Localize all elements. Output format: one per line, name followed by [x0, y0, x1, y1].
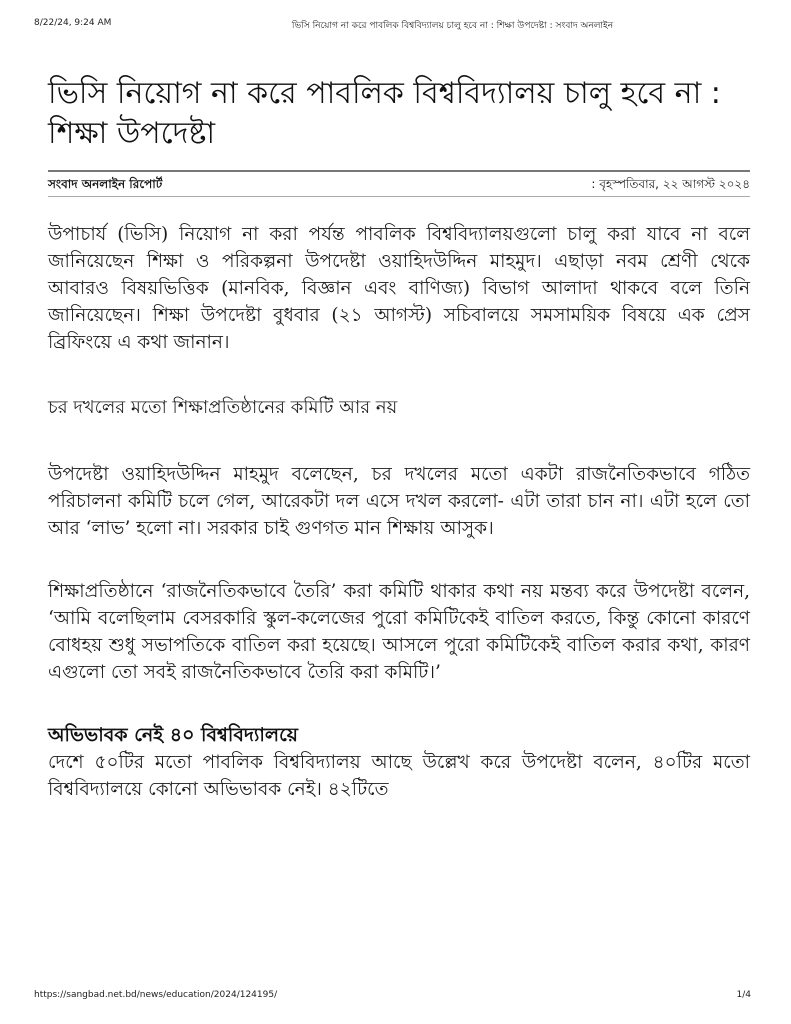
article-paragraph: দেশে ৫০টির মতো পাবলিক বিশ্ববিদ্যালয় আছে উল্লেখ করে উপদেষ্টা বলেন, ৪০টির মতো বিশ্ববিদ্যালয়ে কোনো অভিভাবক নেই। ৪২টিতে — [48, 752, 750, 800]
article-paragraph: উপাচার্য (ভিসি) নিয়োগ না করা পর্যন্ত পাবলিক বিশ্ববিদ্যালয়গুলো চালু করা যাবে না বলে জানিয়েছেন শিক্ষা ও পরিকল্পনা উপদেষ্টা ওয়াহিদউদ্দিন মাহমুদ। এছাড়া নবম শ্রেণী থেকে আবারও বিষয়ভিত্তিক (মানবিক, বিজ্ঞান এবং বাণিজ্য) বিভাগ আলাদা থাকবে বলে তিনি জানিয়েছেন। শিক্ষা উপদেষ্টা বুধবার (২১ আগস্ট) সচিবালয়ে সমসাময়িক বিষয়ে এক প্রেস ব্রিফিংয়ে এ কথা জানান। — [48, 224, 750, 353]
byline-bar — [48, 170, 750, 197]
article-headline: ভিসি নিয়োগ না করে পাবলিক বিশ্ববিদ্যালয় চালু হবে না : শিক্ষা উপদেষ্টা — [48, 76, 721, 151]
article — [48, 74, 750, 803]
article-subheading: চর দখলের মতো শিক্ষাপ্রতিষ্ঠানের কমিটি আর নয় — [48, 397, 398, 418]
print-header — [34, 18, 751, 32]
article-paragraph: উপদেষ্টা ওয়াহিদউদ্দিন মাহমুদ বলেছেন, চর দখলের মতো একটা রাজনৈতিকভাবে গঠিত পরিচালনা কমিটি চলে গেল, আরেকটা দল এসে দখল করলো- এটা তারা চান না। এটা হলে তো আর ‘লাভ’ হলো না। সরকার চাই গুণগত মান শিক্ষায় আসুক। — [48, 464, 750, 539]
article-author: সংবাদ অনলাইন রিপোর্ট — [48, 177, 163, 191]
article-subheading-bold: অভিভাবক নেই ৪০ বিশ্ববিদ্যালয়ে — [48, 724, 298, 746]
page-number: 1/4 — [736, 990, 751, 1000]
article-date: : বৃহস্পতিবার, ২২ আগস্ট ২০২৪ — [591, 177, 750, 191]
article-paragraph: শিক্ষাপ্রতিষ্ঠানে ‘রাজনৈতিকভাবে তৈরি’ করা কমিটি থাকার কথা নয় মন্তব্য করে উপদেষ্টা বলেন, ‘আমি বলেছিলাম বেসরকারি স্কুল-কলেজের পুরো কমিটিকেই বাতিল করতে, কিন্তু কোনো কারণে বোধহয় শুধু সভাপতিকে বাতিল করা হয়েছে। আসলে পুরো কমিটিকেই বাতিল করার কথা, কারণ এগুলো তো সবই রাজনৈতিকভাবে তৈরি করা কমিটি।’ — [48, 581, 750, 683]
print-url[interactable]: https://sangbad.net.bd/news/education/2024/124195/ — [34, 990, 278, 1000]
print-footer — [34, 990, 751, 1004]
print-datetime: 8/22/24, 9:24 AM — [34, 18, 112, 28]
print-doc-title: ভিসি নিয়োগ না করে পাবলিক বিশ্ববিদ্যালয় চালু হবে না : শিক্ষা উপদেষ্টা : সংবাদ অনলাইন — [291, 21, 614, 31]
